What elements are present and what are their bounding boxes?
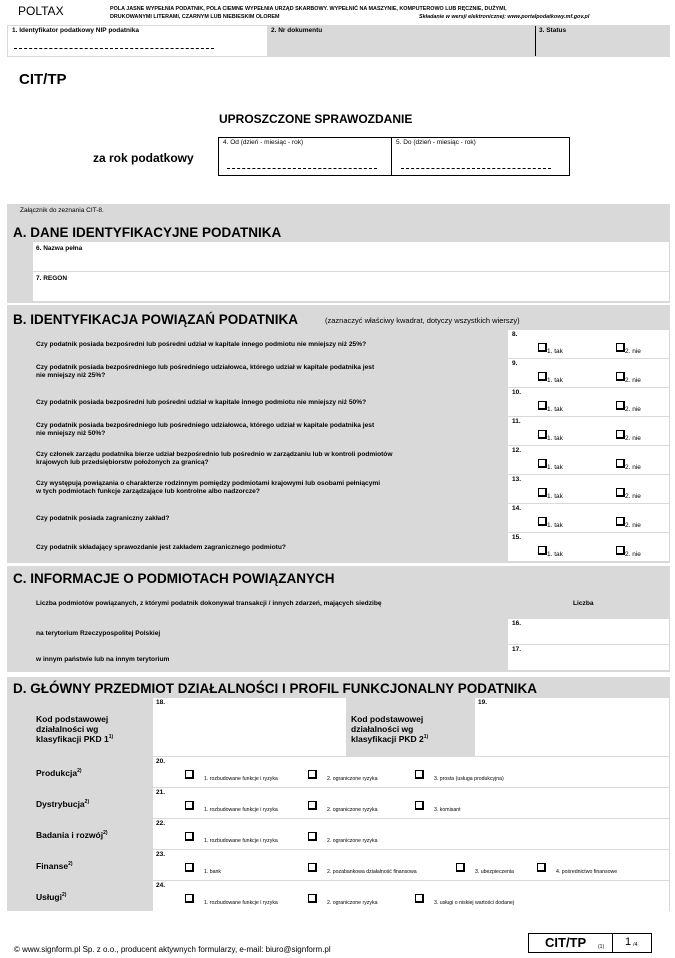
- profile-row-label: [36, 768, 82, 778]
- question-text-line2: krajowych lub przedsiębiorstw położonych za granicą?: [36, 459, 209, 466]
- question-num: 11.: [512, 418, 521, 425]
- profile-row-text: Produkcja: [36, 768, 78, 778]
- profile-option-checkbox[interactable]: [308, 801, 317, 810]
- yes-label: 1. tak: [547, 348, 563, 355]
- question-text-line1: Czy podatnik posiada bezpośredni lub pośredni udział w kapitale innego podmiotu nie mniejszy niż 25%?: [36, 341, 367, 348]
- profile-option-label: 2. ograniczone ryzyka: [327, 807, 378, 813]
- profile-option-label: 2. ograniczone ryzyka: [327, 900, 378, 906]
- profile-row-label-cell: [33, 850, 152, 880]
- no-checkbox[interactable]: [616, 343, 625, 352]
- profile-option-label: 4. pośrednictwo finansowe: [556, 869, 618, 875]
- no-label: 2. nie: [625, 493, 641, 500]
- footer-code-cell: [529, 934, 613, 952]
- attachment-text: Załącznik do zeznania CIT-8.: [20, 207, 104, 214]
- pkd1-label-text: klasyfikacji PKD 1: [36, 734, 109, 744]
- no-checkbox[interactable]: [616, 546, 625, 555]
- count-column-label: Liczba: [573, 600, 594, 607]
- profile-option-label: 1. rozbudowane funkcje i ryzyka: [204, 838, 278, 844]
- document-number-label: 2. Nr dokumentu: [271, 27, 323, 34]
- abroad-row-label-cell: [33, 645, 507, 670]
- answer-cell: [508, 475, 669, 503]
- profile-row-options: [153, 819, 669, 849]
- pkd2-label-text: klasyfikacji PKD 2: [351, 734, 424, 744]
- profile-option-checkbox[interactable]: [308, 832, 317, 841]
- status-label: 3. Status: [539, 27, 567, 34]
- profile-row-options: [153, 881, 669, 911]
- yes-label: 1. tak: [547, 406, 563, 413]
- question-text-line2: w tych podmiotach funkcje zarządzające lub kontrolne albo nadzorcze?: [36, 488, 260, 495]
- pkd2-label-line3: [351, 734, 428, 744]
- poland-row-label-cell: [33, 619, 507, 644]
- question-row: [33, 504, 507, 532]
- footer-total: /4: [633, 942, 638, 948]
- full-name-label: 6. Nazwa pełna: [36, 245, 83, 252]
- profile-option-checkbox[interactable]: [185, 770, 194, 779]
- pkd1-label-cell: [33, 698, 152, 756]
- no-label: 2. nie: [625, 464, 641, 471]
- no-label: 2. nie: [625, 435, 641, 442]
- question-text-line1: Czy podatnik posiada bezpośredniego lub pośredniego udziałowca, którego udział w kapitale podatnika jest: [36, 364, 375, 371]
- nip-field-label: 1. Identyfikator podatkowy NIP podatnika: [12, 27, 140, 34]
- yes-label: 1. tak: [547, 551, 563, 558]
- profile-row-label-cell: [33, 788, 152, 818]
- profile-row-footnote: 2): [77, 768, 82, 775]
- question-text-line1: Czy podatnik posiada zagraniczny zakład?: [36, 515, 170, 522]
- answer-cell: [508, 388, 669, 416]
- pkd2-field[interactable]: [475, 698, 669, 756]
- question-row: [33, 417, 507, 445]
- no-checkbox[interactable]: [616, 517, 625, 526]
- profile-row-label-cell: [33, 881, 152, 911]
- profile-row-text: Usługi: [36, 892, 62, 902]
- no-label: 2. nie: [625, 406, 641, 413]
- footer-code-box: [528, 933, 652, 953]
- profile-option-checkbox[interactable]: [185, 801, 194, 810]
- date-from-label: 4. Od (dzień - miesiąc - rok): [223, 139, 304, 146]
- status-field: [535, 26, 670, 56]
- profile-row-options: [153, 788, 669, 818]
- profile-option-label: 3. komisant: [434, 807, 461, 813]
- section-a-title: A. DANE IDENTYFIKACYJNE PODATNIKA: [13, 225, 282, 240]
- no-label: 2. nie: [625, 377, 641, 384]
- yes-label: 1. tak: [547, 435, 563, 442]
- footer-version: (1): [598, 944, 605, 950]
- yes-label: 1. tak: [547, 522, 563, 529]
- profile-option-label: 2. ograniczone ryzyka: [327, 838, 378, 844]
- brand: POLTAX: [18, 4, 64, 18]
- yes-checkbox[interactable]: [538, 372, 547, 381]
- question-row: [33, 330, 507, 358]
- abroad-count-field[interactable]: [508, 645, 669, 670]
- section-b-note: (zaznaczyć właściwy kwadrat, dotyczy wszystkich wierszy): [325, 316, 520, 325]
- no-label: 2. nie: [625, 551, 641, 558]
- yes-checkbox[interactable]: [538, 343, 547, 352]
- no-checkbox[interactable]: [616, 401, 625, 410]
- pkd2-label-line2: działalności wg: [351, 724, 414, 734]
- profile-row-options: [153, 757, 669, 787]
- copyright: © www.signform.pl Sp. z o.o., producent aktywnych formularzy, e-mail: biuro@signform.pl: [14, 945, 331, 954]
- profile-option-label: 3. usługi o niskiej wartości dodanej: [434, 900, 514, 906]
- yes-checkbox[interactable]: [538, 546, 547, 555]
- question-text-line1: Czy członek zarządu podatnika bierze udział bezpośrednio lub pośrednio w zarządzaniu lub w kontroli podmiotów: [36, 451, 393, 458]
- question-num: 13.: [512, 476, 522, 483]
- question-text-line1: Czy podatnik posiada bezpośredniego lub pośredniego udziałowca, którego udział w kapitale podatnika jest: [36, 422, 375, 429]
- form-title: UPROSZCZONE SPRAWOZDANIE: [219, 112, 413, 126]
- regon-label: 7. REGON: [36, 275, 68, 282]
- profile-option-checkbox[interactable]: [415, 801, 424, 810]
- section-c-header-cell: [33, 589, 507, 618]
- pkd1-label-line3: [36, 734, 113, 744]
- question-row: [33, 359, 507, 387]
- profile-option-checkbox[interactable]: [185, 894, 194, 903]
- profile-option-checkbox[interactable]: [308, 894, 317, 903]
- profile-row-text: Badania i rozwój: [36, 830, 104, 840]
- profile-option-checkbox[interactable]: [185, 863, 194, 872]
- no-checkbox[interactable]: [616, 430, 625, 439]
- answer-cell: [508, 359, 669, 387]
- section-c-header-text: Liczba podmiotów powiązanych, z którymi podatnik dokonywał transakcji / innych zdarzeń, mających siedzibę: [36, 600, 382, 607]
- pkd2-label-line1: Kod podstawowej: [351, 714, 424, 724]
- year-label: za rok podatkowy: [93, 151, 194, 165]
- question-row: [33, 446, 507, 474]
- profile-row-options: [153, 850, 669, 880]
- question-text-line2: nie mniejszy niż 25%?: [36, 372, 106, 379]
- section-c-title: C. INFORMACJE O PODMIOTACH POWIĄZANYCH: [13, 571, 335, 586]
- profile-option-label: 3. prosta (usługa produkcyjna): [434, 776, 504, 782]
- section-d-title: D. GŁÓWNY PRZEDMIOT DZIAŁALNOŚCI I PROFIL FUNKCJONALNY PODATNIKA: [13, 681, 538, 696]
- no-checkbox[interactable]: [616, 488, 625, 497]
- profile-option-checkbox[interactable]: [308, 863, 317, 872]
- question-text-line1: Czy występują powiązania o charakterze rodzinnym pomiędzy podmiotami krajowymi lub osobami pełniącymi: [36, 480, 381, 487]
- profile-row-num: 20.: [156, 758, 166, 765]
- profile-option-label: 1. bank: [204, 869, 222, 875]
- profile-option-checkbox[interactable]: [415, 894, 424, 903]
- no-checkbox[interactable]: [616, 372, 625, 381]
- profile-row-num: 23.: [156, 851, 166, 858]
- date-to-field[interactable]: [393, 138, 569, 175]
- profile-row-num: 24.: [156, 882, 166, 889]
- profile-row-footnote: 2): [84, 799, 90, 806]
- profile-row-num: 21.: [156, 789, 166, 796]
- poland-row-label: na terytorium Rzeczypospolitej Polskiej: [36, 630, 161, 637]
- full-name-field[interactable]: [33, 242, 669, 271]
- nip-field-dashes: [14, 48, 214, 49]
- electronic-filing-note: Składanie w wersji elektronicznej: www.portalpodatkowy.mf.gov.pl: [419, 14, 590, 20]
- pkd1-label-line1: Kod podstawowej: [36, 714, 109, 724]
- attachment-bar: [7, 204, 670, 218]
- profile-option-label: 1. rozbudowane funkcje i ryzyka: [204, 776, 278, 782]
- nip-field[interactable]: [8, 26, 267, 56]
- profile-option-label: 2. pozabankowa działalność finansowa: [327, 869, 417, 875]
- question-text-line1: Czy podatnik posiada bezpośredni lub pośredni udział w kapitale innego podmiotu nie mniejszy niż 50%?: [36, 399, 367, 406]
- pkd2-footnote: 1): [423, 734, 429, 741]
- question-num: 10.: [512, 389, 522, 396]
- question-row: [33, 533, 507, 561]
- profile-option-checkbox[interactable]: [185, 832, 194, 841]
- yes-checkbox[interactable]: [538, 401, 547, 410]
- profile-option-label: 3. ubezpieczenia: [475, 869, 514, 875]
- form-code: CIT/TP: [19, 71, 67, 88]
- yes-label: 1. tak: [547, 377, 563, 384]
- no-label: 2. nie: [625, 522, 641, 529]
- pkd1-label-line2: działalności wg: [36, 724, 99, 734]
- profile-row-label-cell: [33, 819, 152, 849]
- answer-cell: [508, 417, 669, 445]
- profile-option-label: 1. rozbudowane funkcje i ryzyka: [204, 900, 278, 906]
- date-from-dashes: [227, 168, 377, 169]
- no-label: 2. nie: [625, 348, 641, 355]
- poland-count-num: 16.: [512, 620, 522, 627]
- question-num: 9.: [512, 360, 518, 367]
- profile-option-checkbox[interactable]: [537, 863, 546, 872]
- poland-count-field[interactable]: [508, 619, 669, 644]
- profile-row-footnote: 2): [68, 861, 73, 868]
- pkd2-num: 19.: [478, 699, 488, 706]
- profile-row-label: [36, 892, 66, 902]
- yes-label: 1. tak: [547, 464, 563, 471]
- profile-row-label-cell: [33, 757, 152, 787]
- profile-option-checkbox[interactable]: [308, 770, 317, 779]
- count-column-header: [508, 589, 669, 618]
- answer-cell: [508, 330, 669, 358]
- profile-row-label: [36, 799, 89, 809]
- profile-option-label: 1. rozbudowane funkcje i ryzyka: [204, 807, 278, 813]
- pkd1-field[interactable]: [153, 698, 346, 756]
- abroad-count-num: 17.: [512, 646, 522, 653]
- answer-cell: [508, 533, 669, 561]
- profile-row-footnote: 2): [103, 830, 108, 837]
- yes-checkbox[interactable]: [538, 459, 547, 468]
- yes-checkbox[interactable]: [538, 488, 547, 497]
- question-row: [33, 475, 507, 503]
- answer-cell: [508, 446, 669, 474]
- document-number-field: [268, 26, 534, 56]
- question-num: 15.: [512, 534, 522, 541]
- yes-checkbox[interactable]: [538, 430, 547, 439]
- pkd1-num: 18.: [156, 699, 166, 706]
- date-from-field[interactable]: [219, 138, 392, 175]
- instruction-line1: POLA JASNE WYPEŁNIA PODATNIK, POLA CIEMNE WYPEŁNIA URZĄD SKARBOWY. WYPEŁNIĆ NA MASZYNIE, KOMPUTEROWO LUB RĘCZNIE, DUŻYMI,: [110, 6, 507, 12]
- question-num: 12.: [512, 447, 522, 454]
- profile-row-text: Dystrybucja: [36, 799, 85, 809]
- profile-option-checkbox[interactable]: [415, 770, 424, 779]
- pkd2-label-cell: [347, 698, 474, 756]
- profile-row-label: [36, 861, 73, 871]
- question-num: 8.: [512, 331, 518, 338]
- date-to-dashes: [401, 168, 551, 169]
- profile-row-text: Finanse: [36, 861, 69, 871]
- profile-row-footnote: 2): [61, 892, 67, 899]
- question-num: 14.: [512, 505, 522, 512]
- footer-code: CIT/TP: [545, 935, 587, 950]
- answer-cell: [508, 504, 669, 532]
- question-text-line2: nie mniejszy niż 50%?: [36, 430, 106, 437]
- footer-page: 1: [625, 936, 632, 948]
- pkd1-footnote: 1): [108, 734, 114, 741]
- date-to-label: 5. Do (dzień - miesiąc - rok): [396, 139, 476, 146]
- yes-checkbox[interactable]: [538, 517, 547, 526]
- no-checkbox[interactable]: [616, 459, 625, 468]
- question-row: [33, 388, 507, 416]
- profile-row-num: 22.: [156, 820, 166, 827]
- profile-option-label: 2. ograniczone ryzyka: [327, 776, 378, 782]
- regon-field[interactable]: [33, 272, 669, 301]
- profile-row-label: [36, 830, 108, 840]
- question-text-line1: Czy podatnik składający sprawozdanie jest zakładem zagranicznego podmiotu?: [36, 544, 286, 551]
- section-b-title: B. IDENTYFIKACJA POWIĄZAŃ PODATNIKA: [13, 312, 298, 327]
- abroad-row-label: w innym państwie lub na innym terytorium: [36, 656, 170, 663]
- yes-label: 1. tak: [547, 493, 563, 500]
- instruction-line2: DRUKOWANYMI LITERAMI, CZARNYM LUB NIEBIESKIM OLOREM: [110, 14, 280, 20]
- profile-option-checkbox[interactable]: [456, 863, 465, 872]
